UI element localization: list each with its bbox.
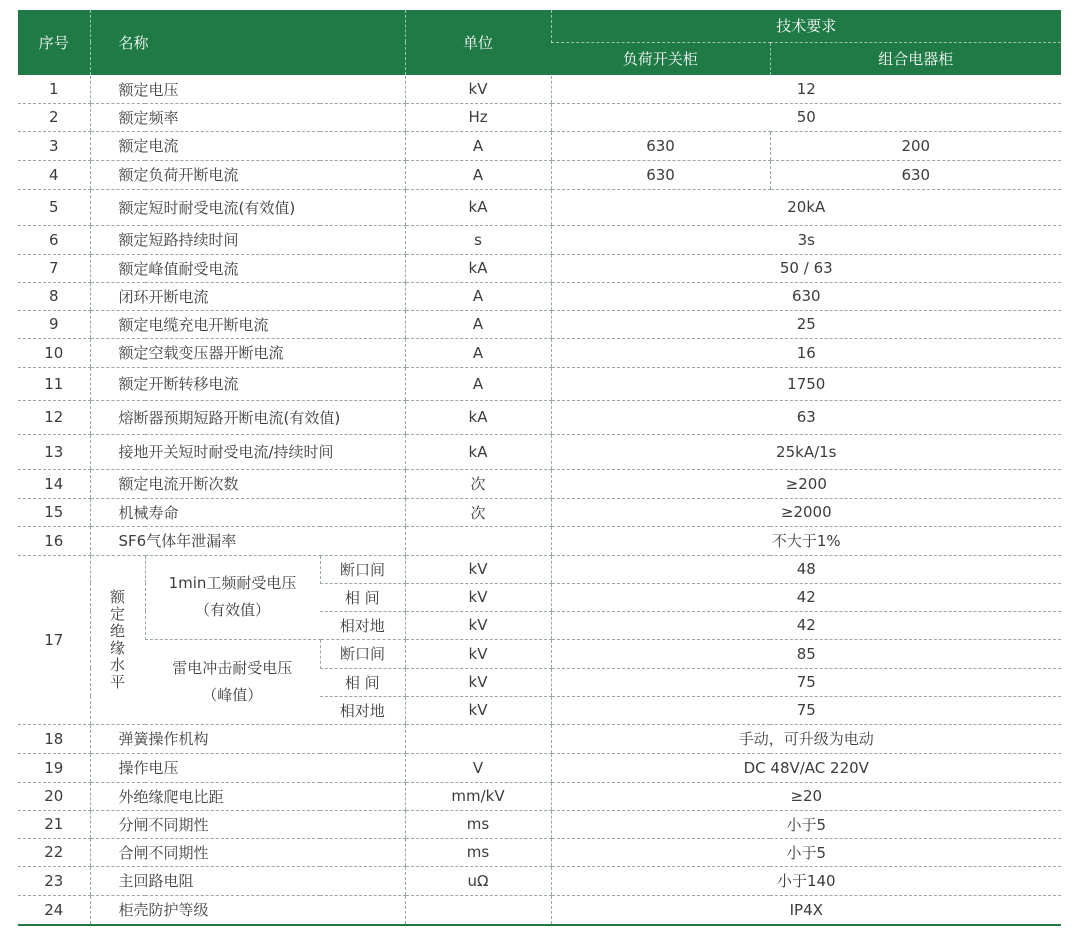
table-row [18,724,1061,753]
row-unit: A [405,131,551,160]
insulation-level-label [90,555,145,724]
header-tech: 技术要求 [551,10,1061,42]
row-name: 机械寿命 [90,498,405,526]
row-no: 6 [18,225,90,254]
row-name: 接地开关短时耐受电流/持续时间 [90,434,405,469]
row-value: 手动，可升级为电动 [551,724,1061,753]
row-no: 7 [18,254,90,282]
table-row [18,895,1061,925]
row-no: 11 [18,367,90,400]
row-value: IP4X [551,895,1061,925]
row-no: 3 [18,131,90,160]
row-no: 20 [18,782,90,810]
row-name: 额定负荷开断电流 [90,160,405,189]
row-value: ≥2000 [551,498,1061,526]
header-unit: 单位 [405,10,551,75]
sub-label: 断口间 [320,639,405,668]
table-row [18,526,1061,555]
row-value: 不大于1% [551,526,1061,555]
row-no: 21 [18,810,90,838]
group-title: 雷电冲击耐受电压 [172,658,293,677]
row-name: 额定电缆充电开断电流 [90,310,405,338]
sub-label: 相 间 [320,583,405,611]
row-unit: mm/kV [405,782,551,810]
row-name: 额定电压 [90,75,405,103]
row-unit: Hz [405,103,551,131]
vertical-char: 定 [109,604,125,623]
row-no: 18 [18,724,90,753]
row-unit: kV [405,611,551,639]
row-name: 额定短时耐受电流(有效值) [90,189,405,225]
row-value-combo: 630 [770,160,1061,189]
row-value: 1750 [551,367,1061,400]
table-row [18,189,1061,225]
row-value: DC 48V/AC 220V [551,753,1061,782]
row-value: 42 [551,583,1061,611]
group-subtitle: （有效值） [194,601,270,619]
header-no: 序号 [18,10,90,75]
row-unit [405,895,551,925]
row-unit [405,526,551,555]
row-unit: V [405,753,551,782]
row-unit: A [405,310,551,338]
row-unit [405,724,551,753]
table-row [18,469,1061,498]
table-row [18,782,1061,810]
row-unit: kA [405,254,551,282]
row-unit: kV [405,555,551,583]
vertical-char: 绝 [109,621,125,640]
row-value: 75 [551,668,1061,696]
header-load-switch: 负荷开关柜 [551,42,770,75]
row-value: 小于5 [551,810,1061,838]
table-row [18,810,1061,838]
row-name: 额定电流 [90,131,405,160]
row-no: 14 [18,469,90,498]
table-row [18,434,1061,469]
row-value: ≥20 [551,782,1061,810]
vertical-char: 额 [109,587,125,606]
row-unit: A [405,160,551,189]
row-unit: A [405,338,551,367]
row-value: 50 [551,103,1061,131]
row-name: 外绝缘爬电比距 [90,782,405,810]
sub-label: 相 间 [320,668,405,696]
row-name: 分闸不同期性 [90,810,405,838]
row-no: 15 [18,498,90,526]
table-row [18,555,1061,583]
row-name: 额定峰值耐受电流 [90,254,405,282]
row-name: 主回路电阻 [90,866,405,895]
table-row [18,225,1061,254]
row-value: 50 / 63 [551,254,1061,282]
row-unit: kA [405,189,551,225]
row-unit: A [405,282,551,310]
row-value: 25kA/1s [551,434,1061,469]
group-subtitle: （峰值） [202,685,263,704]
vertical-char: 平 [109,672,125,691]
row-no: 13 [18,434,90,469]
row-value: 75 [551,696,1061,724]
table-row [18,310,1061,338]
row-no: 8 [18,282,90,310]
vertical-char: 水 [109,655,125,674]
row-no: 19 [18,753,90,782]
row-name: 额定电流开断次数 [90,469,405,498]
table-row [18,639,1061,668]
power-frequency-group [145,555,320,639]
row-name: 额定空载变压器开断电流 [90,338,405,367]
spec-table [18,10,1061,926]
row-value: 48 [551,555,1061,583]
row-name: SF6气体年泄漏率 [90,526,405,555]
row-value: 12 [551,75,1061,103]
row-value: 3s [551,225,1061,254]
row-unit: kV [405,583,551,611]
sub-label: 相对地 [320,611,405,639]
table-row [18,254,1061,282]
row-value: ≥200 [551,469,1061,498]
row-unit: 次 [405,469,551,498]
row-value: 42 [551,611,1061,639]
row-no: 1 [18,75,90,103]
row-no: 16 [18,526,90,555]
table-row [18,866,1061,895]
row-no: 5 [18,189,90,225]
row-name: 额定短路持续时间 [90,225,405,254]
sub-label: 相对地 [320,696,405,724]
row-no: 10 [18,338,90,367]
row-value: 63 [551,400,1061,434]
table-body [18,75,1061,925]
row-unit: kV [405,668,551,696]
row-name: 额定频率 [90,103,405,131]
table-row [18,367,1061,400]
row-unit: kV [405,639,551,668]
row-no: 22 [18,838,90,866]
row-no: 17 [18,555,90,724]
row-value: 小于5 [551,838,1061,866]
vertical-char: 缘 [109,638,125,657]
row-value: 630 [551,282,1061,310]
table-row [18,338,1061,367]
row-name: 弹簧操作机构 [90,724,405,753]
row-value: 85 [551,639,1061,668]
row-name: 操作电压 [90,753,405,782]
row-unit: s [405,225,551,254]
table-row [18,160,1061,189]
row-unit: kV [405,696,551,724]
row-value-load-switch: 630 [551,131,770,160]
row-value-load-switch: 630 [551,160,770,189]
row-value: 25 [551,310,1061,338]
table-row [18,282,1061,310]
row-value: 16 [551,338,1061,367]
row-unit: kA [405,400,551,434]
row-no: 9 [18,310,90,338]
table-row [18,75,1061,103]
row-name: 额定开断转移电流 [90,367,405,400]
table-row [18,103,1061,131]
row-name: 合闸不同期性 [90,838,405,866]
row-no: 23 [18,866,90,895]
sub-label: 断口间 [320,555,405,583]
row-unit: 次 [405,498,551,526]
row-value-combo: 200 [770,131,1061,160]
row-name: 闭环开断电流 [90,282,405,310]
header-combo: 组合电器柜 [770,42,1061,75]
table-row [18,838,1061,866]
row-value: 小于140 [551,866,1061,895]
row-value: 20kA [551,189,1061,225]
row-unit: ms [405,810,551,838]
row-name: 柜壳防护等级 [90,895,405,925]
row-no: 12 [18,400,90,434]
row-unit: ms [405,838,551,866]
table-header [18,10,1061,75]
row-unit: uΩ [405,866,551,895]
row-no: 2 [18,103,90,131]
table-row [18,498,1061,526]
lightning-impulse-group [145,639,320,724]
group-title: 1min工频耐受电压 [168,574,297,592]
row-unit: kV [405,75,551,103]
header-name: 名称 [90,10,405,75]
row-unit: A [405,367,551,400]
row-unit: kA [405,434,551,469]
table-row [18,131,1061,160]
row-no: 24 [18,895,90,925]
table-row [18,753,1061,782]
row-name: 熔断器预期短路开断电流(有效值) [90,400,405,434]
table-row [18,400,1061,434]
row-no: 4 [18,160,90,189]
